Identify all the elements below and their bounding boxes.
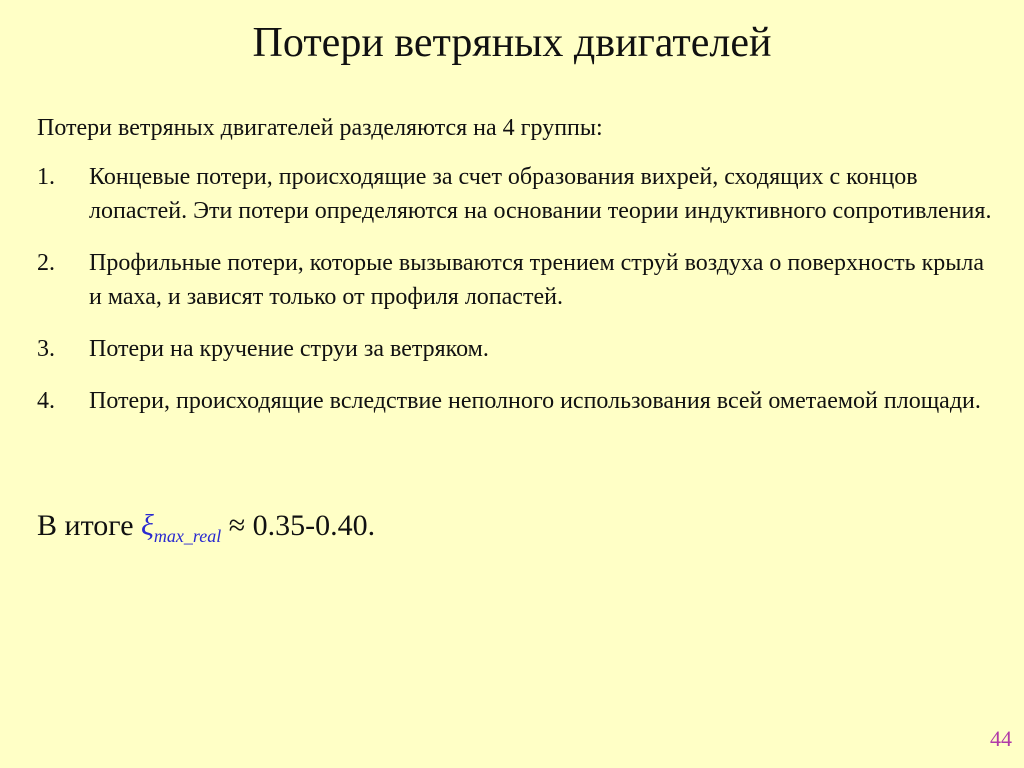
- list-item: [37, 384, 997, 418]
- list-item-text: Потери, происходящие вследствие неполного использования всей ометаемой площади.: [89, 388, 981, 414]
- list-item: [37, 246, 997, 314]
- list-item-number: 3.: [37, 336, 55, 362]
- intro-text: Потери ветряных двигателей разделяются на 4 группы:: [37, 115, 603, 141]
- xi-symbol: ξ: [141, 509, 154, 542]
- list-item-text: Потери на кручение струи за ветряком.: [89, 336, 489, 362]
- list-item-number: 1.: [37, 164, 55, 190]
- list-item-number: 4.: [37, 388, 55, 414]
- list-item-text: Профильные потери, которые вызываются трением струй воздуха о поверхность крыла и маха, и зависят только от профиля лопастей.: [89, 250, 984, 310]
- page-number: 44: [990, 726, 1012, 751]
- summary-prefix: В итоге: [37, 509, 142, 542]
- list-item-text: Концевые потери, происходящие за счет образования вихрей, сходящих с концов лопастей. Эти потери определяются на основании теории индуктивного сопротивления.: [89, 164, 992, 224]
- list-item: [37, 332, 997, 366]
- summary-value: ≈ 0.35-0.40.: [221, 509, 376, 542]
- list-item-number: 2.: [37, 250, 55, 276]
- list-item: [37, 160, 997, 228]
- xi-subscript: max_real: [153, 526, 222, 546]
- summary-line: [37, 506, 375, 556]
- slide-title: Потери ветряных двигателей: [252, 20, 772, 66]
- loss-groups-list: [37, 160, 997, 436]
